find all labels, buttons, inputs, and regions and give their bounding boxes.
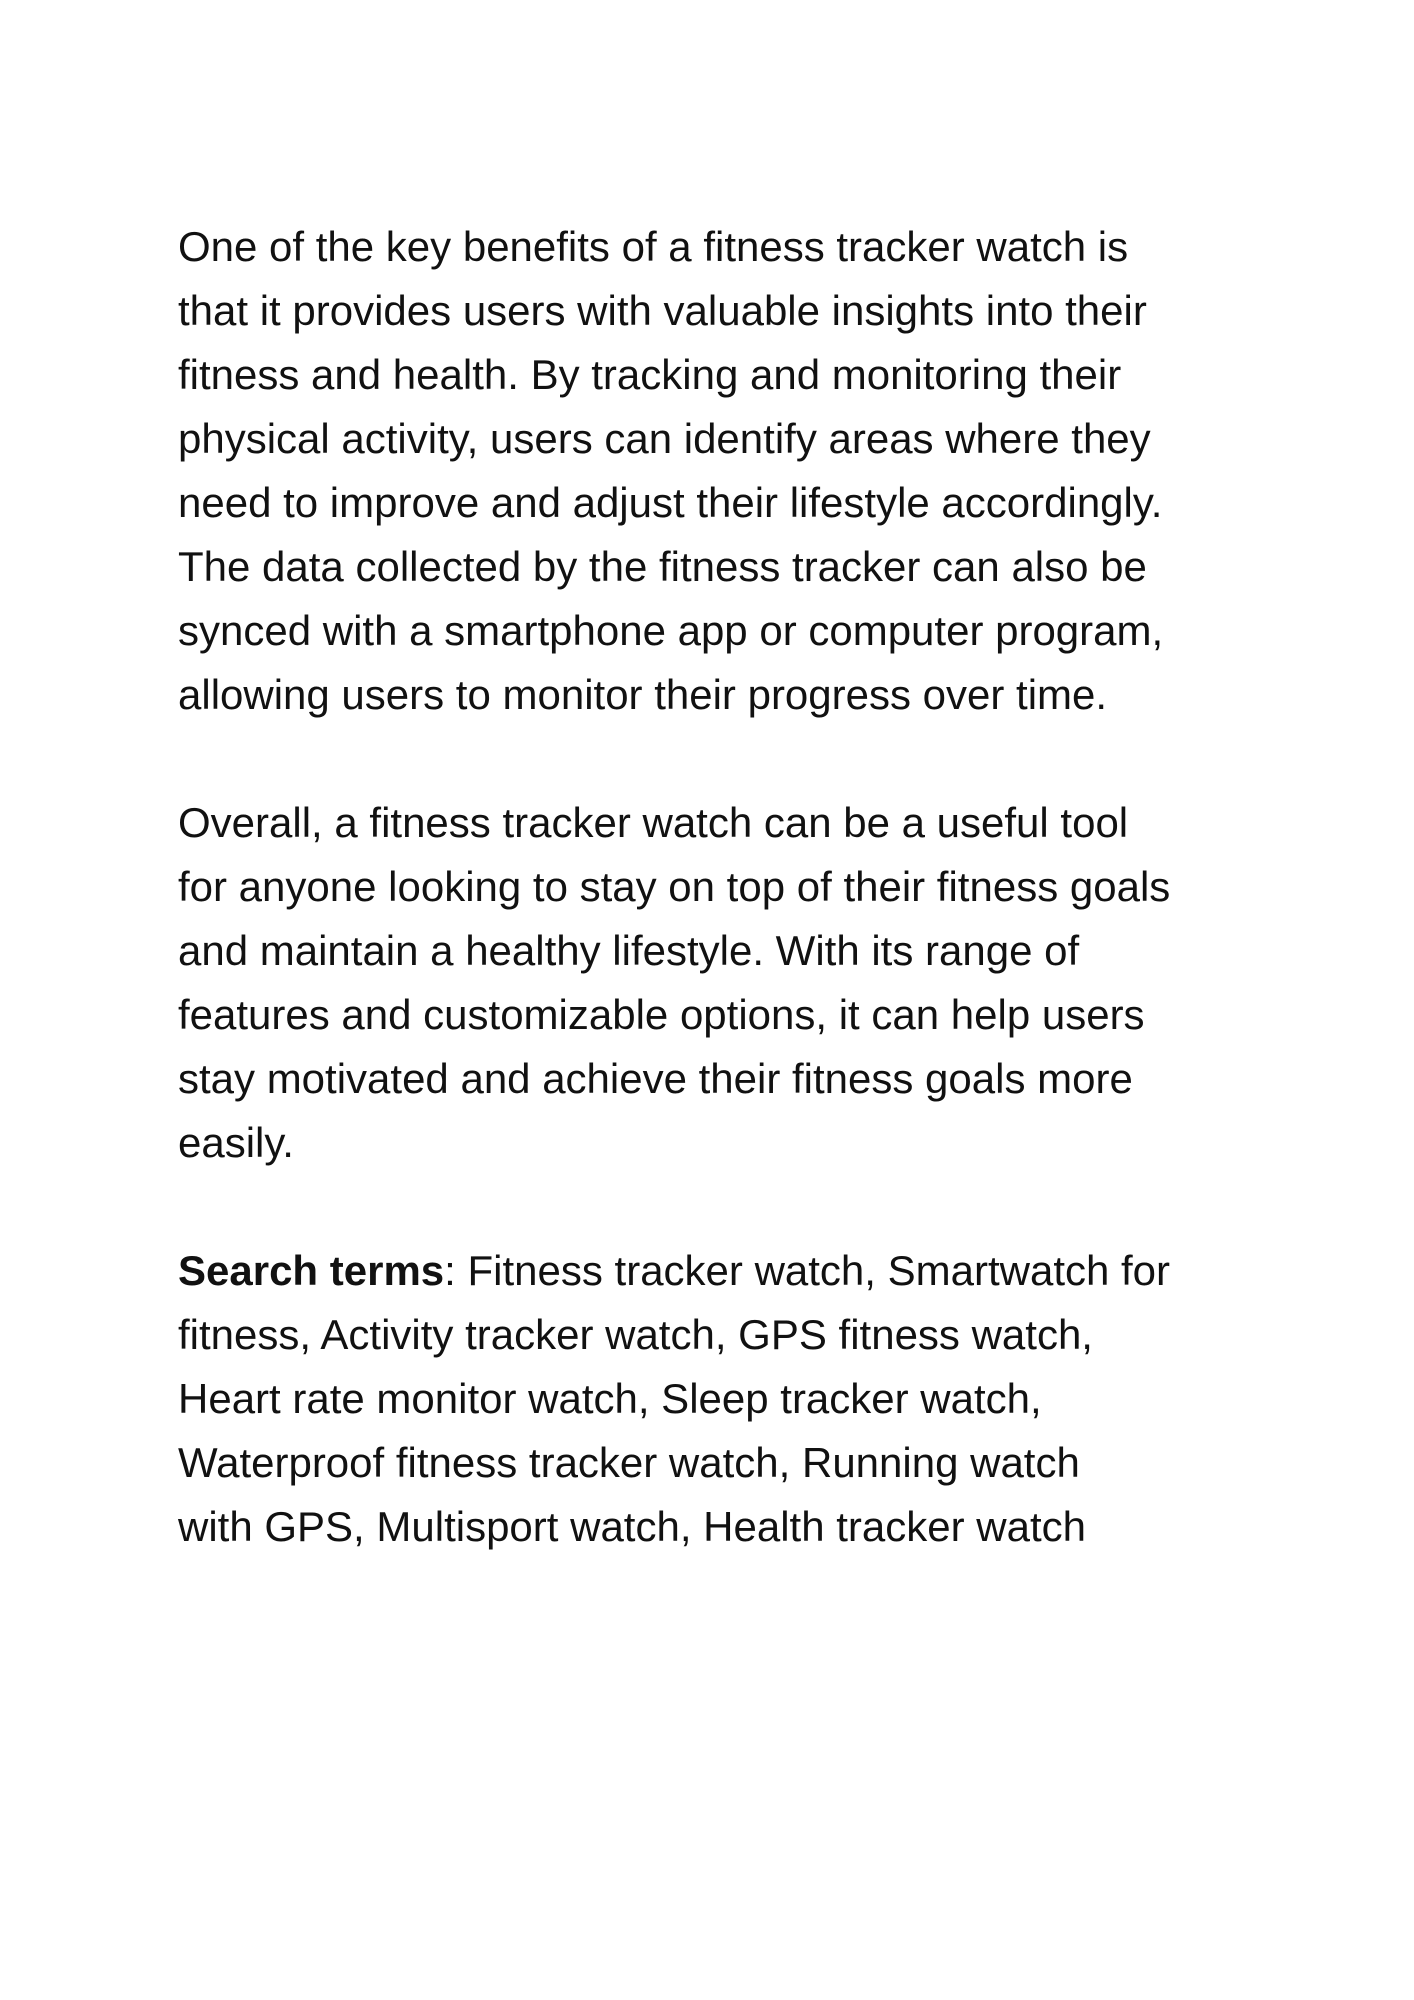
- text-line: allowing users to monitor their progress over time.: [178, 671, 1108, 718]
- search-terms-first-line-text: : Fitness tracker watch, Smartwatch for: [444, 1247, 1171, 1294]
- paragraph-search-terms: [178, 1239, 1318, 1559]
- text-line: synced with a smartphone app or computer program,: [178, 607, 1164, 654]
- search-terms-label: Search terms: [178, 1247, 445, 1294]
- text-line: that it provides users with valuable insights into their: [178, 287, 1147, 334]
- text-line: Overall, a fitness tracker watch can be a useful tool: [178, 799, 1129, 846]
- document-body: [178, 215, 1318, 1623]
- text-line: need to improve and adjust their lifestyle accordingly.: [178, 479, 1163, 526]
- paragraph-benefits: [178, 215, 1318, 727]
- text-line: Heart rate monitor watch, Sleep tracker watch,: [178, 1375, 1042, 1422]
- text-line: features and customizable options, it can help users: [178, 991, 1145, 1038]
- text-line: for anyone looking to stay on top of their fitness goals: [178, 863, 1171, 910]
- text-line: fitness and health. By tracking and monitoring their: [178, 351, 1122, 398]
- text-line: One of the key benefits of a fitness tracker watch is: [178, 223, 1129, 270]
- text-line: with GPS, Multisport watch, Health tracker watch: [178, 1503, 1086, 1550]
- text-line: The data collected by the fitness tracker can also be: [178, 543, 1147, 590]
- text-line: physical activity, users can identify areas where they: [178, 415, 1151, 462]
- text-line: and maintain a healthy lifestyle. With its range of: [178, 927, 1080, 974]
- paragraph-overall: [178, 791, 1318, 1175]
- text-line: fitness, Activity tracker watch, GPS fitness watch,: [178, 1311, 1093, 1358]
- text-line: stay motivated and achieve their fitness goals more: [178, 1055, 1133, 1102]
- text-line: easily.: [178, 1119, 294, 1166]
- text-line: Waterproof fitness tracker watch, Running watch: [178, 1439, 1080, 1486]
- search-terms-first-line: [178, 1239, 1318, 1303]
